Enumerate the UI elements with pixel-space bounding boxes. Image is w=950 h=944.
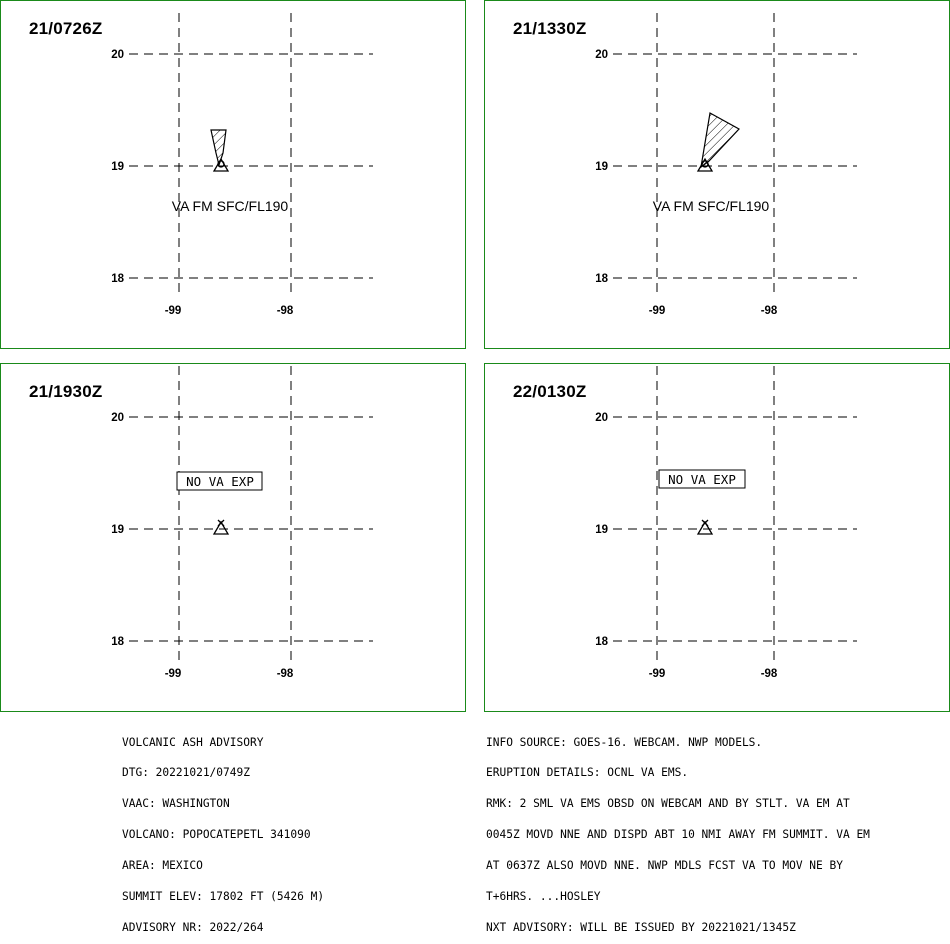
volcano-icon [698,520,712,534]
advisory-line: INFO SOURCE: GOES-16. WEBCAM. NWP MODELS. [486,735,763,749]
lat-label-20: 20 [111,412,124,424]
lat-label-20: 20 [595,49,608,61]
lat-label-19: 19 [111,161,124,173]
ash-cloud-polygon [211,130,226,165]
lon-label-99: -99 [648,668,666,680]
no-va-label: NO VA EXP [668,472,736,487]
advisory-line: AT 0637Z ALSO MOVD NNE. NWP MDLS FCST VA TO MOV NE BY [486,859,843,873]
lon-label-99: -99 [164,668,182,680]
lon-label-98: -98 [276,668,294,680]
panel-time: 21/0726Z [29,19,103,38]
advisory-line: ADVISORY NR: 2022/264 [122,920,264,934]
lon-label-99: -99 [648,305,666,317]
map-grid [485,364,950,713]
lat-label-19: 19 [595,161,608,173]
lat-label-19: 19 [595,524,608,536]
advisory-line: VOLCANIC ASH ADVISORY [122,735,264,749]
panel-time: 22/0130Z [513,382,587,401]
advisory-remarks-block [486,717,870,944]
advisory-line: SUMMIT ELEV: 17802 FT (5426 M) [122,890,325,904]
lat-label-18: 18 [595,273,608,285]
forecast-panel-3 [0,363,466,712]
advisory-line: VOLCANO: POPOCATEPETL 341090 [122,828,311,842]
advisory-line: ERUPTION DETAILS: OCNL VA EMS. [486,766,689,780]
advisory-line: 0045Z MOVD NNE AND DISPD ABT 10 NMI AWAY FM SUMMIT. VA EM [486,828,870,842]
map-grid [1,364,467,713]
forecast-panel-4 [484,363,950,712]
advisory-header-block [122,717,324,944]
advisory-line: NXT ADVISORY: WILL BE ISSUED BY 20221021/1345Z [486,920,796,934]
lon-label-98: -98 [760,668,778,680]
lon-label-99: -99 [164,305,182,317]
map-grid [485,1,950,350]
lat-label-18: 18 [111,273,124,285]
advisory-line: T+6HRS. ...HOSLEY [486,890,601,904]
ash-cloud-polygon [701,113,739,167]
forecast-panel-2 [484,0,950,349]
forecast-panel-1 [0,0,466,349]
panel-time: 21/1930Z [29,382,103,401]
panel-time: 21/1330Z [513,19,587,38]
lat-label-20: 20 [595,412,608,424]
lat-label-19: 19 [111,524,124,536]
lat-label-18: 18 [595,636,608,648]
va-level-label: VA FM SFC/FL190 [171,198,289,214]
advisory-line: VAAC: WASHINGTON [122,797,230,811]
advisory-line: AREA: MEXICO [122,859,203,873]
advisory-line: DTG: 20221021/0749Z [122,766,250,780]
advisory-line: RMK: 2 SML VA EMS OBSD ON WEBCAM AND BY STLT. VA EM AT [486,797,850,811]
lat-label-20: 20 [111,49,124,61]
no-va-label: NO VA EXP [186,474,254,489]
volcano-icon [214,159,228,171]
lon-label-98: -98 [276,305,294,317]
volcano-icon [214,520,228,534]
lon-label-98: -98 [760,305,778,317]
va-level-label: VA FM SFC/FL190 [652,198,770,214]
map-grid [1,1,467,350]
lat-label-18: 18 [111,636,124,648]
